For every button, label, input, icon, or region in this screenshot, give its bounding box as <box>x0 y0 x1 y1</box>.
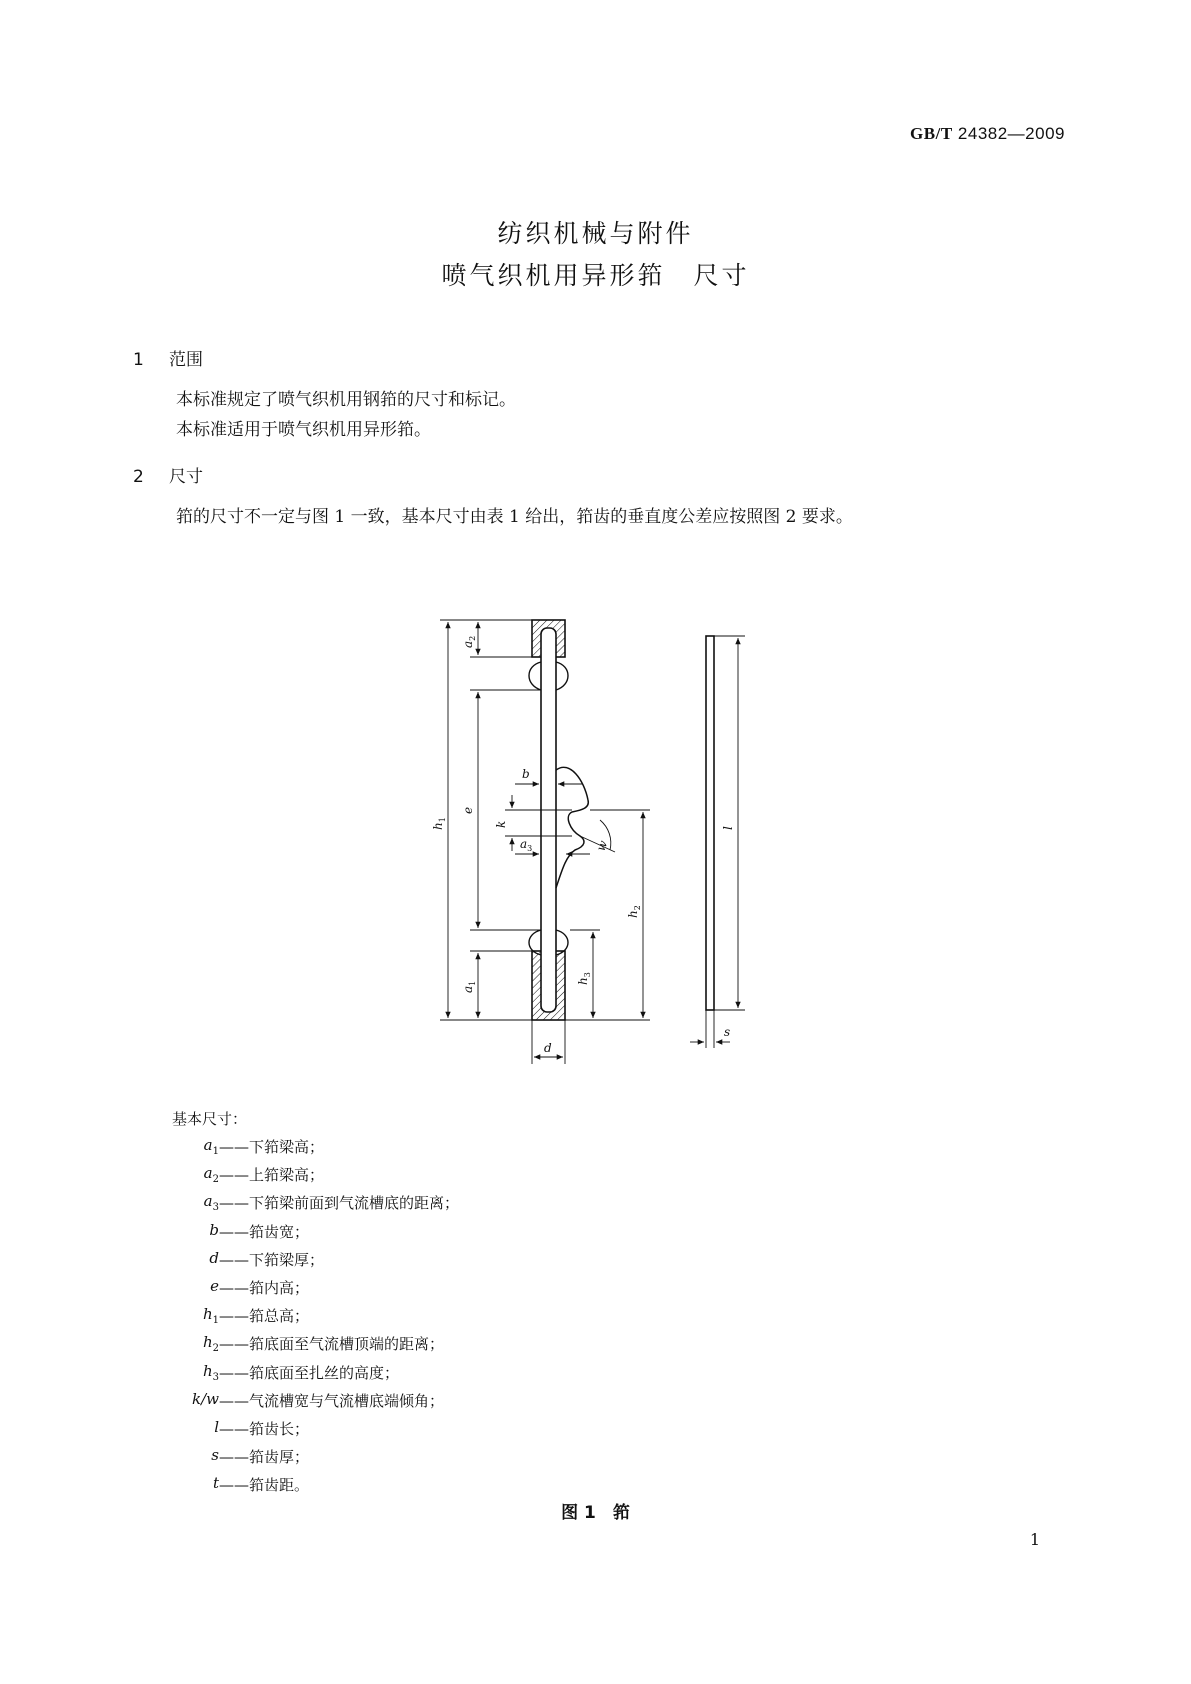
legend-symbol: t <box>212 1474 219 1493</box>
section-number: 2 <box>133 467 144 487</box>
legend-description: ——筘底面至气流槽顶端的距离； <box>219 1335 445 1354</box>
section-1-paragraph-1: 本标准规定了喷气织机用钢筘的尺寸和标记。 <box>176 390 516 410</box>
legend-description: ——下筘梁高； <box>219 1138 325 1156</box>
label-d: d <box>544 1041 552 1055</box>
legend-symbol: $h_3$ <box>202 1361 219 1383</box>
legend-symbol: e <box>210 1277 219 1295</box>
legend-description: ——筘内高； <box>219 1279 310 1297</box>
section-1-paragraph-2: 本标准适用于喷气织机用异形筘。 <box>176 420 431 440</box>
air-groove-profile <box>556 767 588 888</box>
legend-description: ——筘总高； <box>219 1307 310 1326</box>
label-b: b <box>522 767 530 781</box>
legend-symbol: $h_1$ <box>202 1305 219 1327</box>
section-title: 范围 <box>169 350 203 370</box>
standard-code: 24382—2009 <box>957 124 1065 143</box>
legend-description: ——筘齿长； <box>219 1420 310 1438</box>
legend-symbol: l <box>214 1418 219 1436</box>
legend-symbol: $a_1$ <box>203 1136 219 1157</box>
legend-symbol: s <box>211 1446 219 1465</box>
legend-symbol: $h_2$ <box>202 1333 219 1355</box>
standard-prefix: GB/T <box>910 124 953 143</box>
legend-description: ——筘底面至扎丝的高度； <box>219 1363 400 1382</box>
legend-symbol: k/w <box>192 1389 219 1408</box>
label-h2: $h_2$ <box>626 905 642 918</box>
legend-description: ——下筘梁厚； <box>219 1250 325 1269</box>
label-w: w <box>593 838 611 854</box>
label-a2: $a_2$ <box>461 635 477 648</box>
section-number: 1 <box>133 350 144 370</box>
page-number: 1 <box>1029 1530 1040 1549</box>
label-a3: $a_3$ <box>520 837 533 853</box>
legend-description: ——上筘梁高； <box>219 1166 325 1185</box>
title-line-2: 喷气织机用异形筘 尺寸 <box>441 261 750 290</box>
label-l: l <box>721 826 735 830</box>
legend-intro: 基本尺寸： <box>172 1110 248 1128</box>
label-k: k <box>494 820 508 828</box>
legend-symbol: $a_2$ <box>203 1164 219 1186</box>
legend-description: ——筘齿宽； <box>219 1222 310 1241</box>
section-2-paragraph-1: 筘的尺寸不一定与图 1 一致，基本尺寸由表 1 给出，筘齿的垂直度公差应按照图 2 要求。 <box>176 507 853 527</box>
legend-description: ——气流槽宽与气流槽底端倾角； <box>219 1391 445 1410</box>
section-title: 尺寸 <box>169 467 203 487</box>
label-h1: $h_1$ <box>431 817 447 830</box>
label-s: s <box>724 1025 731 1039</box>
dent-blade <box>541 628 556 1012</box>
label-h3: $h_3$ <box>576 972 592 985</box>
figure-caption: 图 1 筘 <box>561 1503 630 1523</box>
legend-description: ——下筘梁前面到气流槽底的距离； <box>219 1194 460 1213</box>
title-line-1: 纺织机械与附件 <box>497 219 694 248</box>
legend-symbol: b <box>209 1220 219 1239</box>
legend-description: ——筘齿厚； <box>219 1448 310 1467</box>
label-e: e <box>461 806 475 814</box>
side-view-blade <box>706 636 714 1010</box>
legend-symbol: $a_3$ <box>203 1192 219 1214</box>
legend-symbol: d <box>209 1248 219 1267</box>
legend-description: ——筘齿距。 <box>219 1476 310 1495</box>
label-a1: $a_1$ <box>461 980 477 993</box>
